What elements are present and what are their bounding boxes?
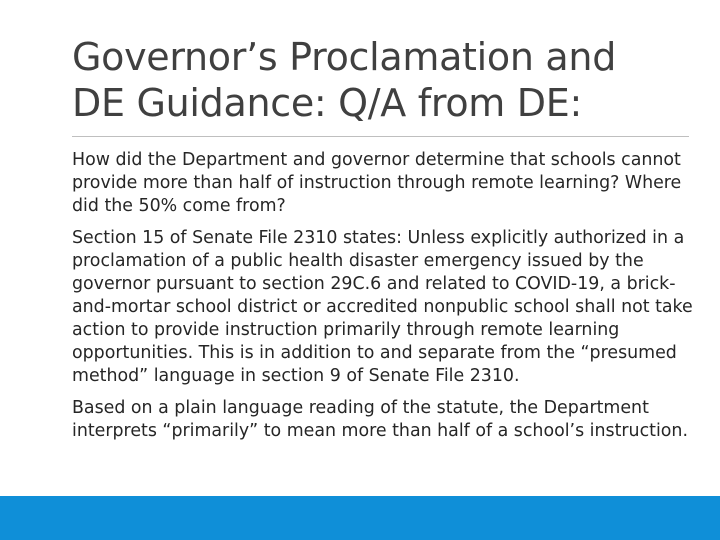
statute-paragraph: Section 15 of Senate File 2310 states: Unless explicitly authorized in a proclamation of a public health disaster emergency issued by the governor pursuant to section 29C.6 and related to COVID-19, a brick-and-mortar school district or accredited nonpublic school shall not take action to provide instruction primarily through remote learning opportunities. This is in addition to and separate from the “presumed method” language in section 9 of Senate File 2310.: [72, 228, 693, 386]
slide-title-line-2: DE Guidance: Q/A from DE:: [72, 81, 582, 125]
slide-body: [72, 149, 696, 452]
title-divider: [72, 136, 689, 137]
interpretation-paragraph: Based on a plain language reading of the statute, the Department interprets “primarily” to mean more than half of a school’s instruction.: [72, 398, 688, 441]
slide-title-line-1: Governor’s Proclamation and: [72, 35, 617, 79]
slide-title: [72, 34, 692, 126]
footer-bar: [0, 496, 720, 540]
question-paragraph: How did the Department and governor determine that schools cannot provide more than half of instruction through remote learning? Where did the 50% come from?: [72, 150, 682, 216]
